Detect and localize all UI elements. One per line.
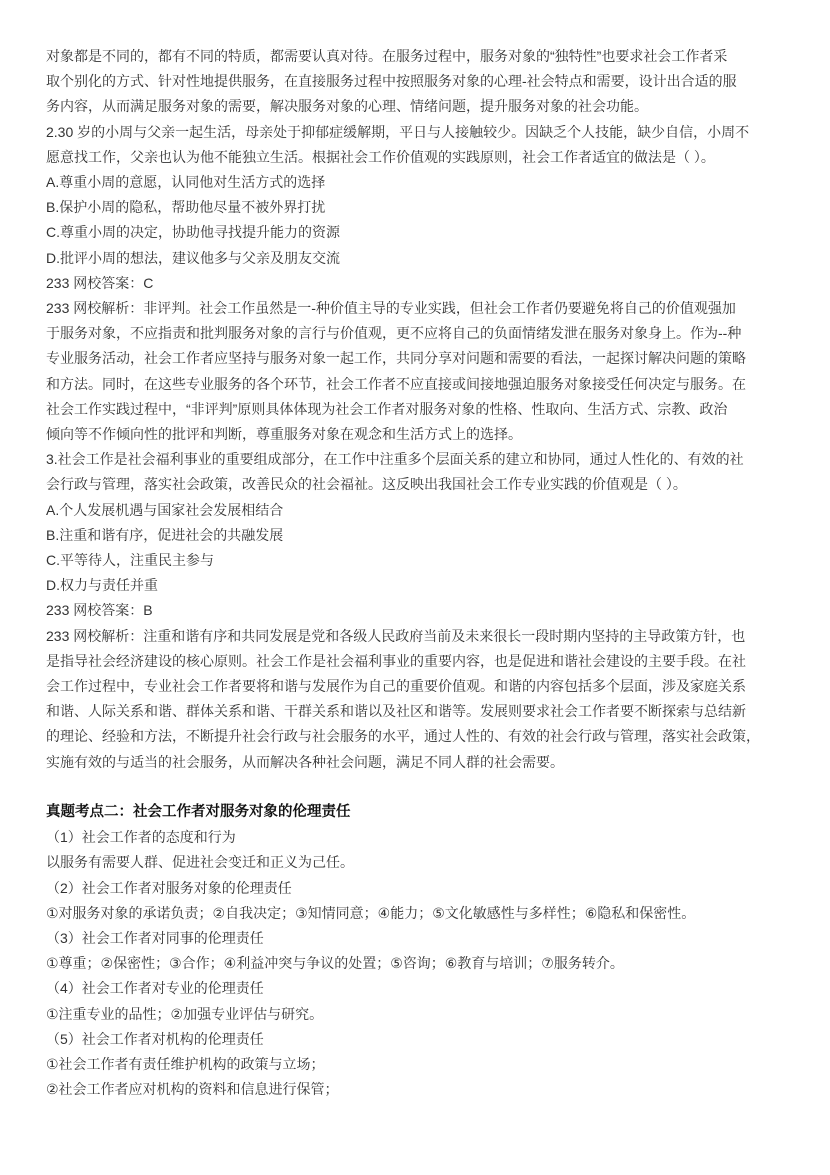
question-2-analysis-line: 233 网校解析：非评判。社会工作虽然是一-种价值主导的专业实践，但社会工作者仍要避免将自己的价值观强加 bbox=[46, 300, 736, 317]
list-heading-line: （1）社会工作者的态度和行为 bbox=[46, 829, 236, 846]
question-2-analysis-line: 和方法。同时，在这些专业服务的各个环节，社会工作者不应直接或间接地强迫服务对象接受任何决定与服务。在 bbox=[46, 375, 746, 392]
document-content bbox=[46, 44, 790, 1102]
question-2-option-c: C.尊重小周的决定，协助他寻找提升能力的资源 bbox=[46, 224, 340, 241]
question-3-option-b: B.注重和谐有序，促进社会的共融发展 bbox=[46, 526, 284, 543]
list-text-line: 以服务有需要人群、促进社会变迁和正义为己任。 bbox=[46, 854, 354, 871]
list-text-line: ①社会工作者有责任维护机构的政策与立场； bbox=[46, 1055, 325, 1072]
question-3-stem-line: 3.社会工作是社会福利事业的重要组成部分，在工作中注重多个层面关系的建立和协同，通过人性化的、有效的社 bbox=[46, 451, 744, 468]
question-3-analysis-line: 233 网校解析：注重和谐有序和共同发展是党和各级人民政府当前及未来很长一段时期内坚持的主导政策方针，也 bbox=[46, 627, 746, 644]
question-3-analysis-line: 实施有效的与适当的社会服务，从而解决各种社会问题，满足不同人群的社会需要。 bbox=[46, 753, 564, 770]
question-3-stem-line: 会行政与管理，落实社会政策，改善民众的社会福祉。这反映出我国社会工作专业实践的价值观是（ ）。 bbox=[46, 476, 687, 493]
list-text-line: ①对服务对象的承诺负责；②自我决定；③知情同意；④能力；⑤文化敏感性与多样性；⑥隐私和保密性。 bbox=[46, 904, 696, 921]
paragraph-line: 对象都是不同的，都有不同的特质，都需要认真对待。在服务过程中，服务对象的“独特性”也要求社会工作者采 bbox=[46, 48, 728, 64]
question-3-option-c: C.平等待人，注重民主参与 bbox=[46, 552, 214, 569]
question-3-analysis-line: 的理论、经验和方法，不断提升社会行政与社会服务的水平，通过人性的、有效的社会行政与管理，落实社会政策， bbox=[46, 728, 760, 745]
question-3-analysis-line: 是指导社会经济建设的核心原则。社会工作是社会福利事业的重要内容，也是促进和谐社会建设的主要手段。在社 bbox=[46, 652, 746, 669]
question-3-answer-line: 233 网校答案：B bbox=[46, 602, 153, 619]
question-2-option-a: A.尊重小周的意愿，认同他对生活方式的选择 bbox=[46, 174, 326, 191]
list-text-line: ①尊重；②保密性；③合作；④利益冲突与争议的处置；⑤咨询；⑥教育与培训；⑦服务转介。 bbox=[46, 955, 624, 972]
question-3-option-d: D.权力与责任并重 bbox=[46, 577, 158, 594]
paragraph-line: 务内容，从而满足服务对象的需要，解决服务对象的心理、情绪问题，提升服务对象的社会功能。 bbox=[46, 98, 648, 115]
question-2-analysis-line: 社会工作实践过程中，“非评判”原则具体体现为社会工作者对服务对象的性格、性取向、生活方式、宗教、政治 bbox=[46, 400, 728, 417]
question-3-option-a: A.个人发展机遇与国家社会发展相结合 bbox=[46, 501, 284, 518]
list-text-line: ①注重专业的品性；②加强专业评估与研究。 bbox=[46, 1005, 324, 1022]
key-point-section-heading: 真题考点二：社会工作者对服务对象的伦理责任 bbox=[46, 803, 351, 820]
list-heading-line: （3）社会工作者对同事的伦理责任 bbox=[46, 929, 264, 946]
question-2-stem-line: 愿意找工作，父亲也认为他不能独立生活。根据社会工作价值观的实践原则，社会工作者适宜的做法是（ ）。 bbox=[46, 148, 715, 165]
paragraph-line: 取个别化的方式、针对性地提供服务，在直接服务过程中按照服务对象的心理-社会特点和需要，设计出合适的服 bbox=[46, 73, 737, 90]
list-text-line: ②社会工作者应对机构的资料和信息进行保管； bbox=[46, 1081, 339, 1098]
question-3-analysis-line: 和谐、人际关系和谐、群体关系和谐、干群关系和谐以及社区和谐等。发展则要求社会工作者要不断探索与总结新 bbox=[46, 703, 746, 720]
question-2-stem-line: 2.30 岁的小周与父亲一起生活，母亲处于抑郁症缓解期，平日与人接触较少。因缺乏个人技能，缺少自信，小周不 bbox=[46, 123, 750, 140]
question-2-analysis-line: 于服务对象，不应指责和批判服务对象的言行与价值观，更不应将自己的负面情绪发泄在服务对象身上。作为--种 bbox=[46, 325, 742, 342]
question-2-option-b: B.保护小周的隐私，帮助他尽量不被外界打扰 bbox=[46, 199, 326, 216]
list-heading-line: （5）社会工作者对机构的伦理责任 bbox=[46, 1030, 264, 1047]
question-2-answer-line: 233 网校答案：C bbox=[46, 274, 154, 291]
blank-line bbox=[46, 775, 790, 800]
question-2-analysis-line: 倾向等不作倾向性的批评和判断，尊重服务对象在观念和生活方式上的选择。 bbox=[46, 426, 522, 443]
question-2-analysis-line: 专业服务活动，社会工作者应坚持与服务对象一起工作，共同分享对问题和需要的看法，一起探讨解决问题的策略 bbox=[46, 350, 746, 367]
list-heading-line: （2）社会工作者对服务对象的伦理责任 bbox=[46, 879, 292, 896]
list-heading-line: （4）社会工作者对专业的伦理责任 bbox=[46, 980, 264, 997]
question-2-option-d: D.批评小周的想法，建议他多与父亲及朋友交流 bbox=[46, 249, 340, 266]
question-3-analysis-line: 会工作过程中，专业社会工作者要将和谐与发展作为自己的重要价值观。和谐的内容包括多个层面，涉及家庭关系 bbox=[46, 678, 746, 695]
